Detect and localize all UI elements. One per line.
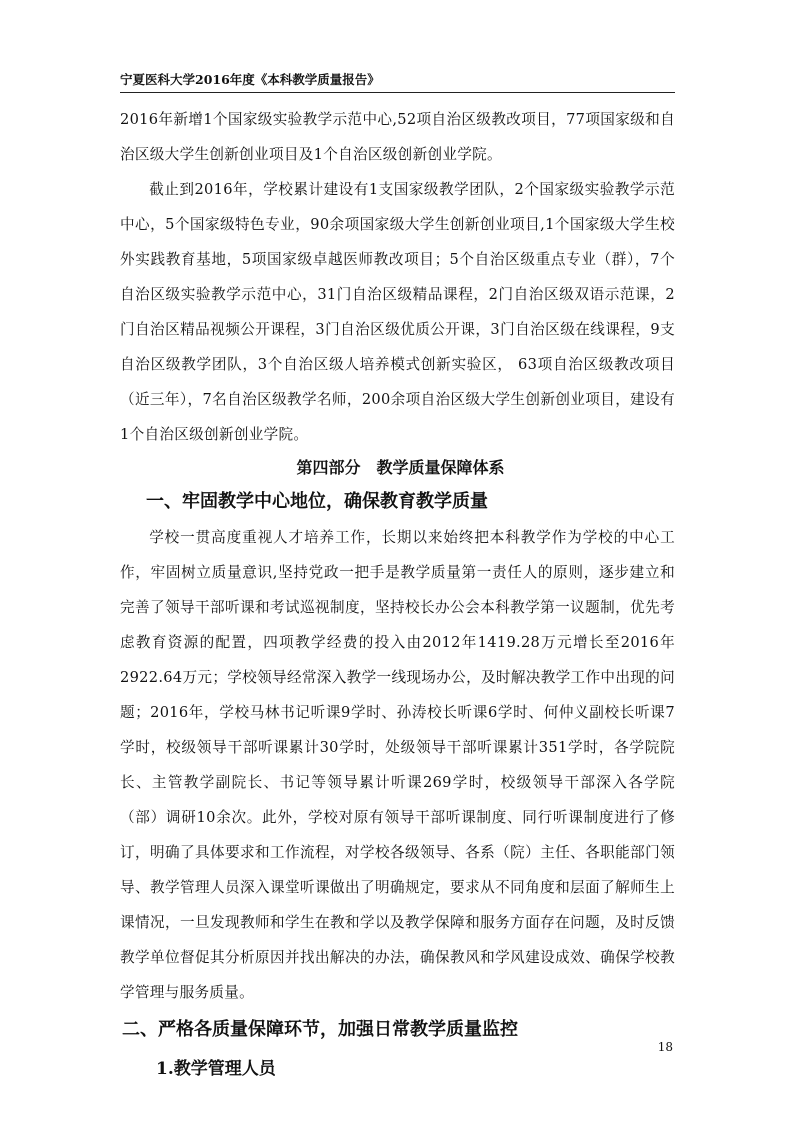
section-heading-1: 一、牢固教学中心地位，确保教育教学质量 xyxy=(146,491,488,512)
subsection-heading: 1.教学管理人员 xyxy=(156,1059,276,1079)
paragraph-new-projects: 2016年新增1个国家级实验教学示范中心,52项自治区级教改项目，77项国家级和自治区级大学生创新创业项目及1个自治区级创新创业学院。 xyxy=(120,111,675,163)
section-heading-2: 二、严格各质量保障环节，加强日常教学质量监控 xyxy=(122,1019,518,1040)
paragraph-teaching-center: 学校一贯高度重视人才培养工作，长期以来始终把本科教学作为学校的中心工作，牢固树立质量意识,坚持党政一把手是教学质量第一责任人的原则，逐步建立和完善了领导干部听课和考试巡视制度，坚持校长办公会本科教学第一议题制，优先考虑教育资源的配置，四项教学经费的投入由2012年1419.28万元增长至2016年 2922.64万元；学校领导经常深入教学一线现场办公，及时解决教学工作中出现的问题；2016年，学校马林书记听课9学时、孙涛校长听课6学时、何仲义副校长听课7学时，校级领导干部听课累计30学时，处级领导干部听课累计351学时，各学院院长、主管教学副院长、书记等领导累计听课269学时，校级领导干部深入各学院（部）调研10余次。此外，学校对原有领导干部听课制度、同行听课制度进行了修订，明确了具体要求和工作流程，对学校各级领导、各系（院）主任、各职能部门领导、教学管理人员深入课堂听课做出了明确规定，要求从不同角度和层面了解师生上课情况，一旦发现教师和学生在教和学以及教学保障和服务方面存在问题，及时反馈教学单位督促其分析原因并找出解决的办法，确保教风和学风建设成效、确保学校教学管理与服务质量。 xyxy=(120,529,675,1001)
running-header: 宁夏医科大学2016年度《本科教学质量报告》 xyxy=(120,72,380,87)
page-number: 18 xyxy=(657,1040,673,1054)
paragraph-cumulative-achievements: 截止到2016年，学校累计建设有1支国家级教学团队，2个国家级实验教学示范中心，5个国家级特色专业，90余项国家级大学生创新创业项目,1个国家级大学生校外实践教育基地，5项国家级卓越医师教改项目；5个自治区级重点专业（群），7个自治区级实验教学示范中心，31门自治区级精品课程，2门自治区级双语示范课，2门自治区精品视频公开课程，3门自治区级优质公开课，3门自治区级在线课程，9支自治区级教学团队，3个自治区级人培养模式创新实验区， 63项自治区级教改项目（近三年），7名自治区级教学名师，200余项自治区级大学生创新创业项目，建设有1个自治区级创新创业学院。 xyxy=(120,181,675,443)
part-title: 第四部分 教学质量保障体系 xyxy=(296,458,505,477)
header-rule xyxy=(120,92,675,93)
document-body xyxy=(120,102,675,1088)
